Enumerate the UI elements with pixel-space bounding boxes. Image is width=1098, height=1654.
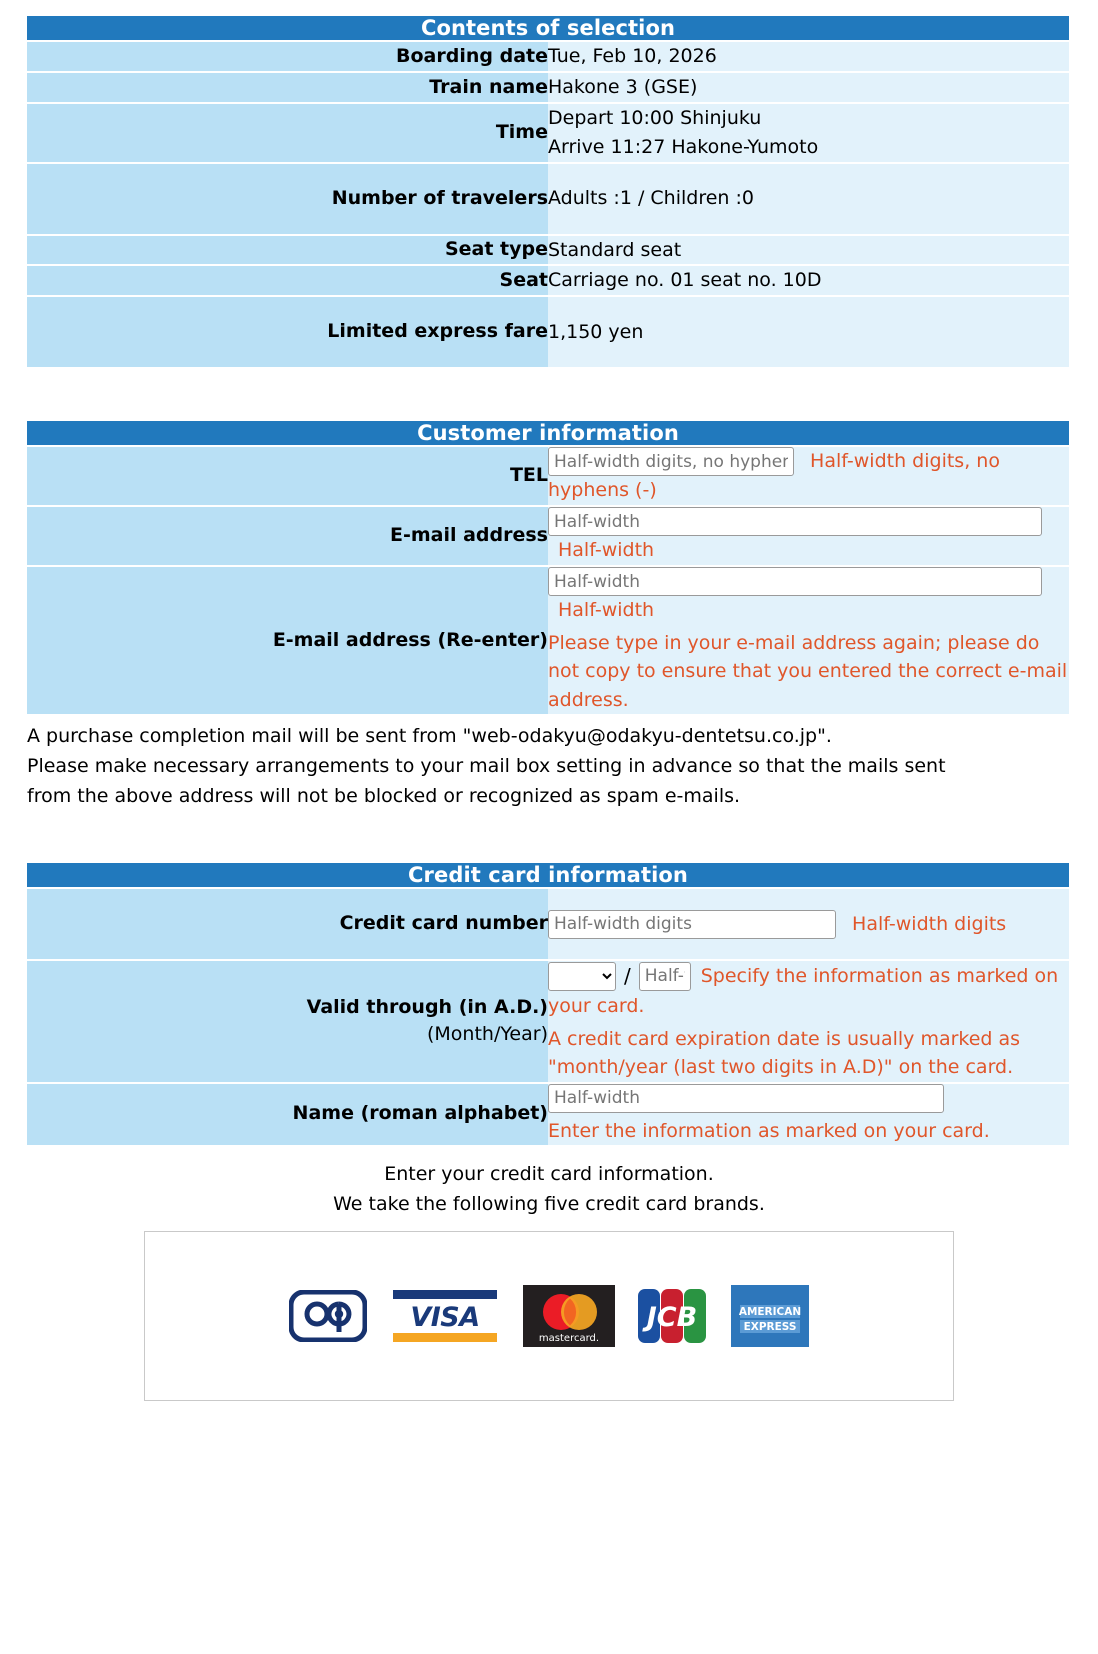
cardholder-name-input[interactable] xyxy=(548,1084,944,1113)
email-reenter-label xyxy=(27,567,548,714)
valid-through-label-line2: (in A.D.) xyxy=(458,995,548,1018)
valid-through-label-line3: (Month/Year) xyxy=(426,1023,548,1046)
time-label: Time xyxy=(27,104,548,162)
email-reenter-note: Please type in your e-mail address again; please do not copy to ensure that you entered the correct e-mail address. xyxy=(548,631,1068,711)
valid-through-cell xyxy=(548,961,1069,1081)
table-row xyxy=(27,73,1069,102)
cardholder-name-label-line2: alphabet) xyxy=(444,1102,548,1125)
email-reenter-hint: Half-width xyxy=(558,599,655,621)
table-row xyxy=(27,1084,1069,1146)
fare-label-line1: Limited express xyxy=(327,320,499,343)
svg-text:AMERICAN: AMERICAN xyxy=(738,1306,802,1319)
svg-text:mastercard.: mastercard. xyxy=(538,1333,600,1345)
email-reenter-label-line1: E-mail address xyxy=(272,628,431,651)
svg-text:EXPRESS: EXPRESS xyxy=(743,1321,797,1334)
tel-label: TEL xyxy=(27,447,548,505)
table-row xyxy=(27,42,1069,71)
valid-through-note: A credit card expiration date is usually marked as "month/year (last two digits in A.D)" on the card. xyxy=(548,1027,1021,1079)
cardholder-name-note: Enter the information as marked on your card. xyxy=(548,1119,990,1142)
table-row xyxy=(27,961,1069,1081)
tel-cell xyxy=(548,447,1069,505)
valid-through-hint: Specify the information as marked on your card. xyxy=(548,964,1059,1017)
seat-label: Seat xyxy=(27,266,548,295)
table-row xyxy=(27,567,1069,714)
table-row xyxy=(27,266,1069,295)
cardholder-name-label-line1: Name (roman xyxy=(292,1102,438,1125)
credit-card-footer-text xyxy=(0,1159,1098,1219)
expiry-separator: / xyxy=(624,964,631,989)
time-value xyxy=(548,104,1069,162)
table-row xyxy=(27,164,1069,234)
valid-through-label-line1: Valid through xyxy=(306,995,453,1018)
svg-text:JCB: JCB xyxy=(646,1302,698,1334)
boarding-date-value: Tue, Feb 10, 2026 xyxy=(548,42,1069,71)
email-input[interactable] xyxy=(548,507,1042,536)
email-reenter-input[interactable] xyxy=(548,567,1042,596)
table-row xyxy=(27,104,1069,162)
credit-card-number-cell xyxy=(548,889,1069,959)
spacer xyxy=(0,811,1098,861)
fare-label-line2: fare xyxy=(504,320,548,343)
accepted-card-brands-box xyxy=(144,1231,954,1401)
time-depart-line: Depart 10:00 Shinjuku xyxy=(548,106,762,129)
jcb-logo xyxy=(637,1288,709,1344)
seat-type-label: Seat type xyxy=(27,236,548,265)
fare-value: 1,150 yen xyxy=(548,297,1069,367)
mail-note-line1: A purchase completion mail will be sent from "web-odakyu@odakyu-dentetsu.co.jp". xyxy=(27,725,832,748)
selection-header-row xyxy=(27,16,1069,40)
visa-logo xyxy=(389,1288,501,1344)
credit-card-number-label-line1: Credit card xyxy=(339,912,459,935)
time-arrive-line: Arrive 11:27 Hakone-Yumoto xyxy=(548,135,819,158)
train-name-label: Train name xyxy=(27,73,548,102)
mail-note-line2: Please make necessary arrangements to your mail box setting in advance so that the mails sent xyxy=(27,755,946,777)
credit-footer-line2: We take the following five credit card brands. xyxy=(333,1193,765,1216)
mail-note-line3: from the above address will not be blocked or recognized as spam e-mails. xyxy=(27,784,741,807)
email-hint: Half-width xyxy=(558,539,655,562)
email-reenter-label-line2: (Re-enter) xyxy=(437,628,548,651)
expiry-month-select[interactable] xyxy=(548,962,616,991)
table-row xyxy=(27,889,1069,959)
selection-table xyxy=(27,14,1069,369)
customer-information-title: Customer information xyxy=(27,421,1069,445)
expiry-year-input[interactable] xyxy=(639,962,691,991)
credit-card-number-hint: Half-width digits xyxy=(852,912,1007,935)
email-label: E-mail address xyxy=(27,507,548,565)
credit-header-row xyxy=(27,863,1069,887)
credit-card-information-table xyxy=(27,861,1069,1147)
fare-label xyxy=(27,297,548,367)
seat-value: Carriage no. 01 seat no. 10D xyxy=(548,266,1069,295)
cardholder-name-label xyxy=(27,1084,548,1146)
mastercard-logo xyxy=(523,1285,615,1347)
selection-title: Contents of selection xyxy=(27,16,1069,40)
mail-delivery-note xyxy=(27,722,1069,811)
travelers-label-line2: travelers xyxy=(451,186,548,209)
tel-input[interactable] xyxy=(548,447,794,476)
travelers-label xyxy=(27,164,548,234)
credit-card-number-label xyxy=(27,889,548,959)
table-row xyxy=(27,236,1069,265)
table-row xyxy=(27,507,1069,565)
table-row xyxy=(27,447,1069,505)
train-name-value: Hakone 3 (GSE) xyxy=(548,73,1069,102)
cardholder-name-cell xyxy=(548,1084,1069,1146)
seat-type-value: Standard seat xyxy=(548,236,1069,265)
customer-information-table xyxy=(27,419,1069,716)
credit-footer-line1: Enter your credit card information. xyxy=(384,1163,714,1186)
american-express-logo xyxy=(731,1285,809,1347)
credit-card-information-title: Credit card information xyxy=(27,863,1069,887)
email-reenter-cell xyxy=(548,567,1069,714)
svg-text:VISA: VISA xyxy=(410,1302,480,1334)
email-cell xyxy=(548,507,1069,565)
spacer xyxy=(0,369,1098,419)
boarding-date-label: Boarding date xyxy=(27,42,548,71)
tel-hint: Half-width digits, no hyphens (-) xyxy=(548,450,1000,502)
credit-card-number-input[interactable] xyxy=(548,910,836,939)
travelers-value: Adults :1 / Children :0 xyxy=(548,164,1069,234)
table-row xyxy=(27,297,1069,367)
op-credit-logo xyxy=(289,1290,367,1342)
valid-through-label xyxy=(27,961,548,1081)
credit-card-number-label-line2: number xyxy=(465,912,548,935)
customer-header-row xyxy=(27,421,1069,445)
travelers-label-line1: Number of xyxy=(331,186,445,209)
